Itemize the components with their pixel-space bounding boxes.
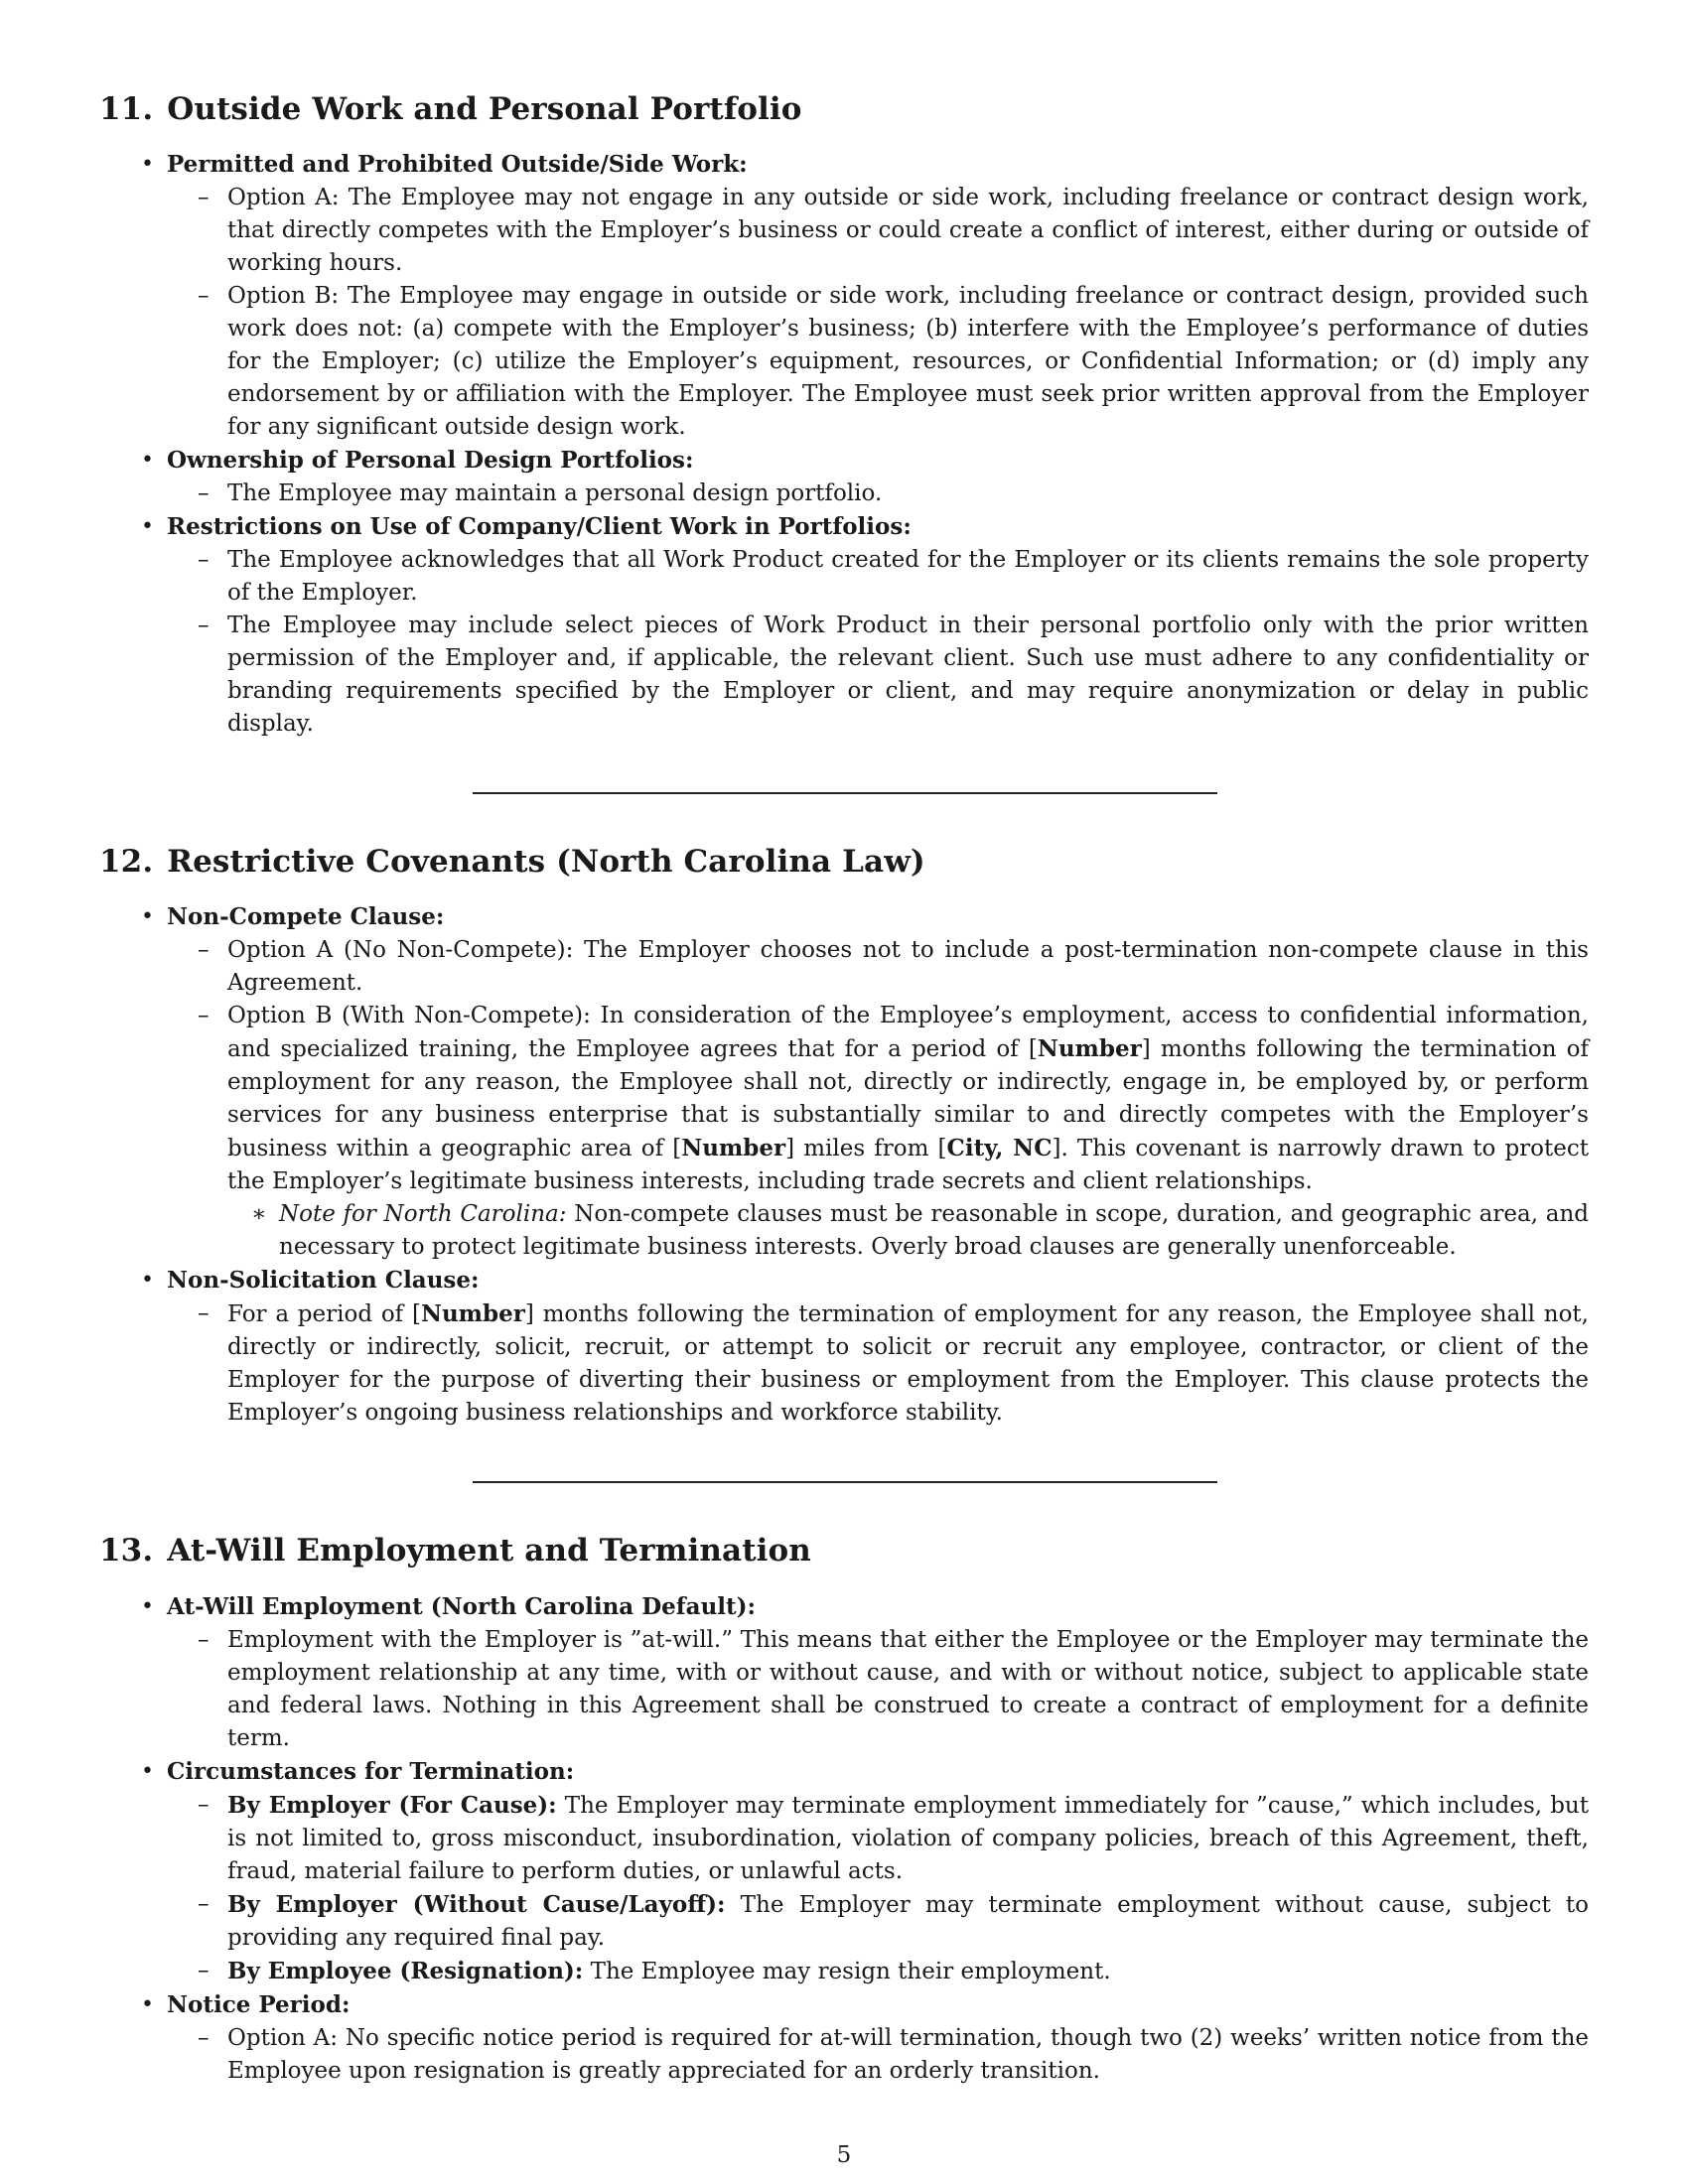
item-text: The Employee may resign their employment. [583, 1958, 1111, 1984]
page-number: 5 [836, 2142, 852, 2168]
sub-item [227, 1297, 1589, 1430]
placeholder-city: City, NC [946, 1135, 1053, 1162]
item-label: By Employer (For Cause): [227, 1791, 557, 1819]
sub-list [167, 1297, 1589, 1430]
sub-item [227, 1789, 1589, 1888]
placeholder-number: Number [1037, 1035, 1142, 1063]
section-13 [99, 1533, 1589, 2087]
list-item [167, 148, 1589, 444]
list-item [167, 1755, 1589, 1988]
sub-item: – The Employee may maintain a personal design portfolio. [227, 478, 1589, 510]
section-number: 12. [99, 844, 154, 881]
bullet-heading: Circumstances for Termination: [167, 1757, 575, 1785]
list-item [167, 1264, 1589, 1430]
item-label: By Employer (Without Cause/Layoff): [227, 1890, 726, 1918]
list-item [167, 444, 1589, 510]
sub-list [167, 478, 1589, 510]
sub-item: – Employment with the Employer is ”at-will.” This means that either the Employee or the Employer may terminate the employment relationship at any time, with or without cause, and with or without notice, subject to applicable state and federal laws. Nothing in this Agreement shall be construed to create a contract of employment for a definite term. [227, 1624, 1589, 1755]
note-list [227, 1198, 1589, 1264]
section-divider [473, 792, 1217, 794]
item-text: The Employer may terminate employment without cause, subject to providing any required final pay. [227, 1891, 1589, 1951]
text-run: For a period of [ [227, 1301, 421, 1328]
note-text: Non-compete clauses must be reasonable in scope, duration, and geographic area, and necessary to protect legitimate business interests. Overly broad clauses are generally unenforceable. [279, 1201, 1589, 1261]
sub-list [167, 1789, 1589, 1988]
bullet-list [99, 148, 1589, 741]
section-heading [99, 844, 1589, 881]
sub-item: – Option B: The Employee may engage in outside or side work, including freelance or contract design, provided such work does not: (a) compete with the Employer’s business; (b) interfere with the Employee’s performance of duties for the Employer; (c) utilize the Employer’s equipment, resources, or Confidential Information; or (d) imply any endorsement by or affiliation with the Employer. The Employee must seek prior written approval from the Employer for any significant outside design work. [227, 280, 1589, 444]
text-run: ] miles from [ [785, 1136, 947, 1162]
text-run: ]. This covenant is narrowly drawn to protect the Employer’s legitimate business interests, including trade secrets and client relationships. [227, 1136, 1589, 1195]
sub-list [167, 2022, 1589, 2088]
section-12 [99, 844, 1589, 1430]
sub-list [167, 1624, 1589, 1755]
list-item [167, 510, 1589, 741]
section-divider [473, 1481, 1217, 1483]
sub-list [167, 182, 1589, 444]
note-item [279, 1198, 1589, 1264]
bullet-list [99, 1590, 1589, 2088]
section-number: 13. [99, 1533, 154, 1570]
section-number: 11. [99, 91, 154, 127]
sub-list [167, 544, 1589, 741]
section-11 [99, 91, 1589, 741]
document-page [99, 91, 1589, 2088]
bullet-heading: Non-Compete Clause: [167, 903, 445, 931]
sub-list [167, 934, 1589, 1264]
sub-item [227, 1000, 1589, 1264]
section-title: At-Will Employment and Termination [167, 1533, 811, 1570]
sub-item: – Option A (No Non-Compete): The Employer chooses not to include a post-termination non-compete clause in this Agreement. [227, 934, 1589, 1000]
bullet-heading: Permitted and Prohibited Outside/Side Work: [167, 151, 748, 179]
sub-item: – Option A: No specific notice period is required for at-will termination, though two (2) weeks’ written notice from the Employee upon resignation is greatly appreciated for an orderly transition. [227, 2022, 1589, 2088]
bullet-heading: Non-Solicitation Clause: [167, 1267, 480, 1295]
sub-item [227, 1888, 1589, 1955]
list-item [167, 1988, 1589, 2088]
text-run: ] months following the termination of employment for any reason, the Employee shall not, directly or indirectly, engage in, be employed by, or perform services for any business enterprise that is substantially similar to and directly competes with the Employer’s business within a geographic area of [ [227, 1036, 1589, 1162]
text-run: ] months following the termination of employment for any reason, the Employee shall not, directly or indirectly, solicit, recruit, or attempt to solicit or recruit any employee, contractor, or client of the Employer for the purpose of diverting their business or employment from the Employer. This clause protects the Employer’s ongoing business relationships and workforce stability. [227, 1301, 1589, 1427]
placeholder-number: Number [420, 1300, 525, 1328]
section-title: Restrictive Covenants (North Carolina Law) [167, 844, 925, 881]
bullet-heading: Notice Period: [167, 1990, 351, 2018]
section-heading [99, 1533, 1589, 1570]
placeholder-number: Number [681, 1135, 786, 1162]
list-item [167, 1590, 1589, 1755]
bullet-list [99, 900, 1589, 1430]
bullet-heading: Restrictions on Use of Company/Client Work in Portfolios: [167, 513, 912, 541]
sub-item: – Option A: The Employee may not engage in any outside or side work, including freelance or contract design work, that directly competes with the Employer’s business or could create a conflict of interest, either during or outside of working hours. [227, 182, 1589, 280]
sub-item: – The Employee acknowledges that all Work Product created for the Employer or its clients remains the sole property of the Employer. [227, 544, 1589, 610]
section-title: Outside Work and Personal Portfolio [167, 91, 802, 127]
bullet-heading: At-Will Employment (North Carolina Default): [167, 1592, 757, 1620]
list-item [167, 900, 1589, 1264]
item-text: The Employer may terminate employment immediately for ”cause,” which includes, but is not limited to, gross misconduct, insubordination, violation of company policies, breach of this Agreement, theft, fraud, material failure to perform duties, or unlawful acts. [227, 1792, 1589, 1884]
item-label: By Employee (Resignation): [227, 1957, 584, 1984]
bullet-heading: Ownership of Personal Design Portfolios: [167, 447, 694, 475]
text-run: Option B (With Non-Compete): In consideration of the Employee’s employment, access to confidential information, and specialized training, the Employee agrees that for a period of [ [227, 1003, 1589, 1063]
sub-item [227, 1955, 1589, 1988]
section-heading [99, 91, 1589, 128]
note-label: Note for North Carolina: [279, 1201, 567, 1228]
sub-item: – The Employee may include select pieces of Work Product in their personal portfolio only with the prior written permission of the Employer and, if applicable, the relevant client. Such use must adhere to any confidentiality or branding requirements specified by the Employer or client, and may require anonymization or delay in public display. [227, 610, 1589, 741]
